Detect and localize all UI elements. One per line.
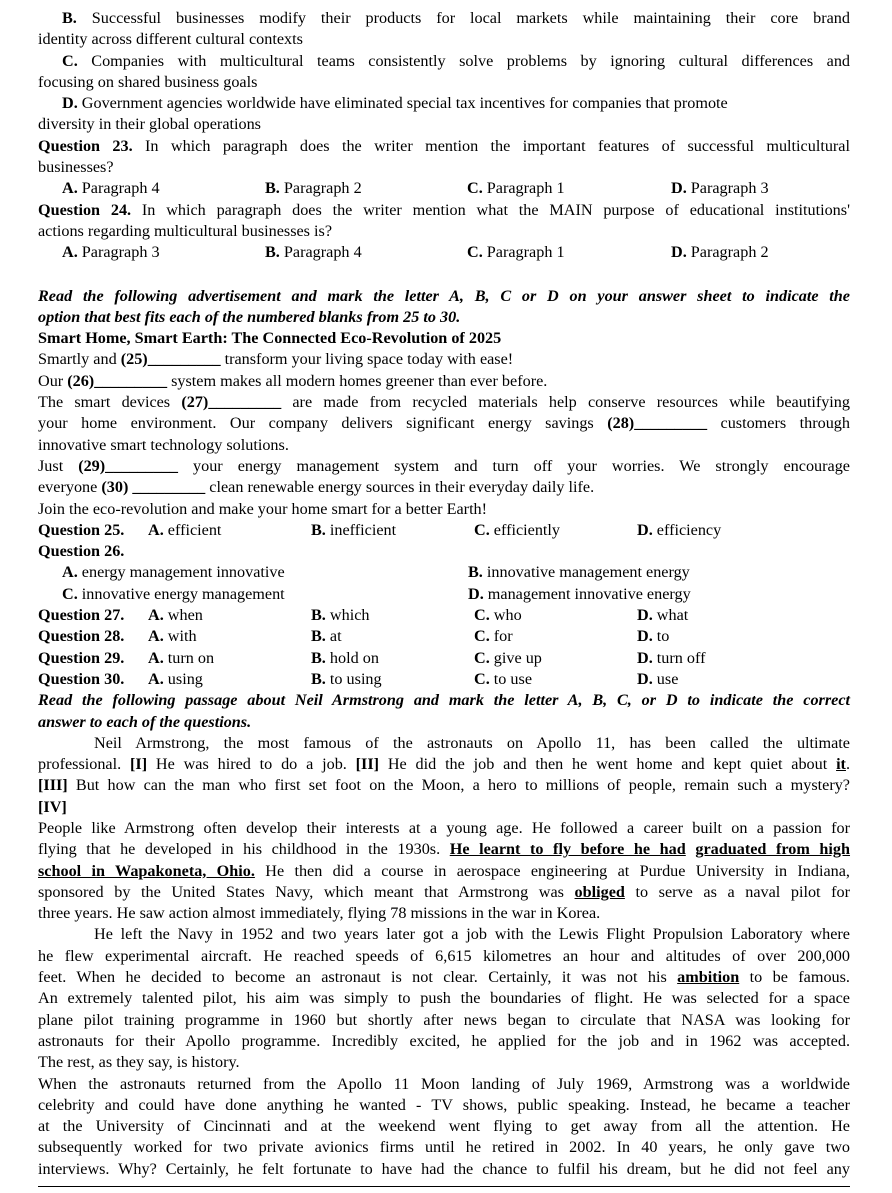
p4-line2: celebrity and could have done anything he wanted - TV shows, public speaking. Instead, he became a teacher [38, 1095, 850, 1114]
p1-line1: Neil Armstrong, the most famous of the astronauts on Apollo 11, has been called the ultimate [94, 733, 850, 752]
option-d-line1: D. Government agencies worldwide have eliminated special tax incentives for companies that promote [62, 94, 728, 113]
highlight-word-ambition: ambition [677, 968, 740, 987]
question-23-stem-2: businesses? [38, 158, 114, 177]
option-b-line2: identity across different cultural contexts [38, 30, 303, 49]
q29-label: Question 29. [38, 648, 125, 667]
option-c-line2: focusing on shared business goals [38, 72, 258, 91]
q29-option-a[interactable]: A. turn on [148, 648, 215, 667]
q30-option-d[interactable]: D. use [637, 669, 679, 688]
q26-option-b[interactable]: B. innovative management energy [468, 563, 690, 582]
question-24-stem: Question 24. In which paragraph does the writer mention what the MAIN purpose of educational institutions' [38, 200, 850, 219]
q27-option-b[interactable]: B. which [311, 606, 370, 625]
p1-line3: [III] But how can the man who first set foot on the Moon, a hero to millions of people, remain such a mystery? [38, 776, 850, 795]
p3-line5: plane pilot training programme in 1960 but shortly after news began to circulate that NASA was looking for [38, 1010, 850, 1029]
q30-label: Question 30. [38, 669, 125, 688]
q27-option-a[interactable]: A. when [148, 606, 203, 625]
p2-line4: sponsored by the United States Navy, which meant that Armstrong was obliged to serve as a naval pilot for [38, 882, 850, 901]
ad-instruction-line2: option that best fits each of the numbered blanks from 25 to 30. [38, 307, 461, 326]
p2-line5: three years. He saw action almost immediately, flying 78 missions in the war in Korea. [38, 904, 601, 923]
ad-line-25: Smartly and (25)_________ transform your living space today with ease! [38, 350, 514, 369]
q25-option-c[interactable]: C. efficiently [474, 520, 561, 539]
p3-line3: feet. When he decided to become an astronaut is not clear. Certainly, it was not his ambition to be famous. [38, 968, 850, 987]
p2-line2: flying that he developed in his childhood in the 1930s. He learnt to fly before he had graduated from high [38, 840, 851, 859]
question-26-options-row2 [38, 584, 850, 605]
passage-instruction-line1: Read the following passage about Neil Armstrong and mark the letter A, B, C, or D to indicate the correct [38, 691, 850, 710]
question-24-options [38, 242, 850, 263]
question-26-options-row1 [38, 562, 850, 583]
q26-label: Question 26. [38, 542, 125, 561]
q30-option-c[interactable]: C. to use [474, 669, 533, 688]
passage-instruction-line2: answer to each of the questions. [38, 712, 252, 731]
q28-option-b[interactable]: B. at [311, 627, 342, 646]
p3-line1: He left the Navy in 1952 and two years later got a job with the Lewis Flight Propulsion Laboratory where [94, 925, 850, 944]
p3-line4: An extremely talented pilot, his aim was simply to push the boundaries of flight. He was selected for a space [38, 989, 850, 1008]
option-d-line2: diversity in their global operations [38, 115, 261, 134]
p2-line3: school in Wapakoneta, Ohio. He then did a course in aerospace engineering at Purdue University in Indiana, [38, 861, 850, 880]
q23-option-c[interactable]: C. Paragraph 1 [467, 179, 565, 198]
ad-instruction-line1: Read the following advertisement and mark the letter A, B, C or D on your answer sheet to indicate the [38, 286, 850, 305]
q27-option-c[interactable]: C. who [474, 606, 522, 625]
p4-line4: subsequently worked for two private avionics firms until he retired in 2002. In 40 years, he only gave two [38, 1138, 850, 1157]
q23-option-a[interactable]: A. Paragraph 4 [62, 179, 160, 198]
option-b-line1: B. Successful businesses modify their products for local markets while maintaining their core brand [62, 9, 850, 27]
q28-option-c[interactable]: C. for [474, 627, 513, 646]
q28-option-d[interactable]: D. to [637, 627, 670, 646]
question-23-stem: Question 23. In which paragraph does the writer mention the important features of successful multicultural [38, 136, 850, 155]
p3-line6: astronauts for their Apollo programme. Incredibly excited, he applied for the job and in 1962 was accepted. [38, 1031, 850, 1050]
question-23-options [38, 178, 850, 199]
q27-option-d[interactable]: D. what [637, 606, 689, 625]
page-bottom-rule [38, 1186, 850, 1187]
p1-marker-iv: [IV] [38, 797, 67, 816]
ad-line-26: Our (26)_________ system makes all modern homes greener than ever before. [38, 371, 548, 390]
p4-line3: at the University of Cincinnati and at the weekend went flying to get away from all the attention. He [38, 1117, 850, 1136]
q24-option-a[interactable]: A. Paragraph 3 [62, 243, 160, 262]
p3-line7: The rest, as they say, is history. [38, 1053, 240, 1072]
question-29 [38, 648, 850, 669]
q28-label: Question 28. [38, 627, 125, 646]
q27-label: Question 27. [38, 606, 125, 625]
q26-option-a[interactable]: A. energy management innovative [62, 563, 285, 582]
q28-option-a[interactable]: A. with [148, 627, 197, 646]
question-25 [38, 520, 850, 541]
ad-line-8: Join the eco-revolution and make your home smart for a better Earth! [38, 499, 488, 518]
p3-line2: he flew experimental aircraft. He reached speeds of 6,615 kilometres an hour and altitudes of over 200,000 [38, 946, 850, 965]
q25-option-b[interactable]: B. inefficient [311, 520, 397, 539]
ad-line-30: everyone (30) _________ clean renewable energy sources in their everyday daily life. [38, 478, 595, 497]
q25-option-a[interactable]: A. efficient [148, 520, 222, 539]
q25-option-d[interactable]: D. efficiency [637, 520, 722, 539]
highlight-word-obliged: obliged [574, 882, 625, 901]
ad-line-29: Just (29)_________ your energy management system and turn off your worries. We strongly encourage [38, 456, 850, 475]
q30-option-a[interactable]: A. using [148, 669, 203, 688]
q30-option-b[interactable]: B. to using [311, 669, 382, 688]
p4-line1: When the astronauts returned from the Apollo 11 Moon landing of July 1969, Armstrong was a worldwide [38, 1074, 850, 1093]
ad-title: Smart Home, Smart Earth: The Connected Eco-Revolution of 2025 [38, 329, 502, 348]
q23-option-b[interactable]: B. Paragraph 2 [265, 179, 362, 198]
p4-line5: interviews. Why? Certainly, he felt fortunate to have had the chance to fulfil his dream, but he did not feel any [38, 1159, 850, 1178]
q26-option-d[interactable]: D. management innovative energy [468, 584, 691, 603]
reference-word-it: it [836, 755, 846, 774]
question-24-stem-2: actions regarding multicultural businesses is? [38, 221, 333, 240]
question-28 [38, 626, 850, 647]
q29-option-b[interactable]: B. hold on [311, 648, 379, 667]
q24-option-b[interactable]: B. Paragraph 4 [265, 243, 362, 262]
ad-line-5: innovative smart technology solutions. [38, 435, 289, 454]
q29-option-d[interactable]: D. turn off [637, 648, 706, 667]
q24-option-c[interactable]: C. Paragraph 1 [467, 243, 565, 262]
option-c-line1: C. Companies with multicultural teams consistently solve problems by ignoring cultural differences and [62, 51, 851, 70]
ad-line-27: The smart devices (27)_________ are made from recycled materials help conserve resources while beautifying [38, 393, 850, 412]
p2-line1: People like Armstrong often develop their interests at a young age. He followed a career built on a passion for [38, 818, 850, 837]
q24-option-d[interactable]: D. Paragraph 2 [671, 243, 769, 262]
ad-line-28: your home environment. Our company delivers significant energy savings (28)_________ customers through [38, 414, 850, 433]
q25-label: Question 25. [38, 520, 125, 539]
p1-line2: professional. [I] He was hired to do a job. [II] He did the job and then he went home and kept quiet about it. [38, 755, 850, 774]
question-27 [38, 605, 850, 626]
q23-option-d[interactable]: D. Paragraph 3 [671, 179, 769, 198]
q29-option-c[interactable]: C. give up [474, 648, 542, 667]
question-30 [38, 669, 850, 690]
q26-option-c[interactable]: C. innovative energy management [62, 584, 285, 603]
